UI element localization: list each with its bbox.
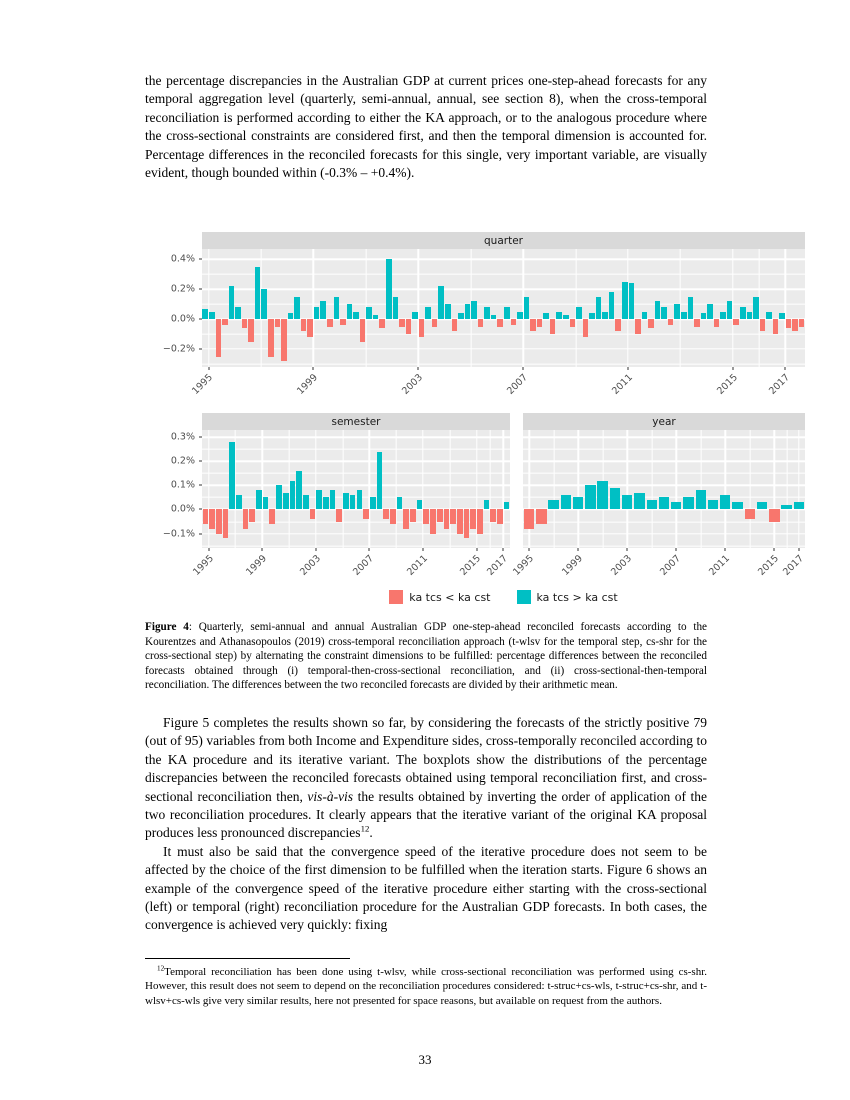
chart-bar	[491, 315, 497, 319]
footnote-12-text: Temporal reconciliation has been done using t-wlsv, while cross-sectional reconciliation was performed using cs-shr. However, this result does not seem to depend on the reconciliation procedures considered: t-struc+cs-wls, t-struc+cs-shr, and t-wlsv+cs-wls give very similar results, here not presented for space reasons, but available on request from the authors.	[145, 966, 707, 1007]
chart-bar	[740, 307, 746, 319]
gridline-major-v	[732, 249, 733, 367]
chart-bar	[452, 319, 458, 331]
chart-bar	[671, 502, 681, 509]
chart-bar	[511, 319, 517, 325]
chart-bar	[275, 319, 281, 326]
gridline-major-h	[202, 461, 510, 462]
chart-bar	[222, 319, 228, 325]
y-tick-mark	[199, 533, 202, 534]
chart-bar	[310, 509, 316, 519]
chart-bar	[386, 259, 392, 319]
chart-bar	[445, 304, 451, 319]
chart-bar	[430, 509, 436, 533]
chart-bar	[708, 500, 718, 510]
x-tick-label: 2011	[404, 553, 430, 578]
chart-bar	[323, 497, 329, 509]
chart-bar	[209, 312, 215, 319]
chart-bar	[202, 309, 208, 319]
chart-bar	[597, 481, 607, 510]
chart-bar	[747, 312, 753, 319]
chart-bar	[417, 500, 423, 510]
gridline-major-v	[315, 430, 316, 548]
chart-bar	[457, 509, 463, 533]
chart-bar	[419, 319, 425, 337]
gridline-major-v	[208, 249, 209, 367]
chart-bar	[517, 312, 523, 319]
gridline-major-h	[523, 485, 805, 486]
chart-bar	[497, 509, 503, 523]
chart-bar	[602, 312, 608, 319]
panel-year-strip	[523, 413, 805, 430]
gridline-minor-h	[523, 521, 805, 522]
chart-bar	[450, 509, 456, 523]
chart-bar	[235, 307, 241, 319]
gridline-major-v	[418, 249, 419, 367]
panel-semester-title: semester	[331, 415, 381, 428]
x-tick-label: 2003	[297, 553, 323, 578]
chart-bar	[642, 312, 648, 319]
chart-bar	[203, 509, 209, 523]
y-tick-label: 0.2%	[170, 455, 195, 467]
y-tick-mark	[199, 485, 202, 486]
chart-bar	[301, 319, 307, 331]
chart-bar	[781, 505, 791, 510]
chart-bar	[425, 307, 431, 319]
gridline-major-v	[676, 430, 677, 548]
gridline-major-v	[785, 249, 786, 367]
gridline-minor-h	[523, 473, 805, 474]
chart-bar	[444, 509, 450, 528]
y-tick-label: 0.1%	[170, 479, 195, 491]
legend-swatch-positive	[517, 590, 531, 604]
gridline-major-v	[528, 430, 529, 548]
chart-bar	[622, 495, 632, 509]
chart-bar	[399, 319, 405, 326]
footnote-rule	[145, 958, 350, 959]
chart-bar	[732, 502, 742, 509]
chart-bar	[363, 509, 369, 519]
chart-bar	[648, 319, 654, 328]
chart-bar	[596, 297, 602, 319]
chart-bar	[229, 442, 235, 509]
y-tick-mark	[199, 437, 202, 438]
chart-bar	[681, 312, 687, 319]
chart-bar	[303, 495, 309, 509]
figure-4	[145, 232, 806, 693]
chart-bar	[336, 509, 342, 521]
chart-bar	[683, 497, 693, 509]
x-tick-label: 2017	[485, 553, 511, 578]
x-tick-label: 2007	[505, 372, 530, 397]
chart-bar	[773, 319, 779, 334]
chart-bar	[610, 488, 620, 510]
x-tick-label: 2015	[714, 372, 740, 397]
chart-bar	[470, 509, 476, 528]
paragraph-intro: the percentage discrepancies in the Australian GDP at current prices one-step-ahead forecasts for any temporal aggregation level (quarterly, semi-annual, annual, see section 8), when the cross-temporal reconciliation is performed according to either the KA approach, or to the analogous procedure where the cross-sectional constraints are considered first, and then the temporal dimension is accounted for. Percentage differences in the reconciled forecasts for this single, very important variable, are visually evident, though bounded within (-0.3% – +0.4%).	[145, 73, 707, 181]
chart-bar	[548, 500, 558, 510]
chart-bar	[779, 313, 785, 319]
paragraph-convergence: It must also be said that the convergence speed of the iterative procedure does not seem to be affected by the choice of the first dimension to be fulfilled when the iteration starts. Figure 6 shows an example of the convergence speed of the iterative procedure either starting with the cross-sectional (left) or temporal (right) reconciliation procedure for the Australian GDP forecasts. In both cases, the convergence is achieved very quickly: fixing	[145, 843, 707, 933]
chart-bar	[530, 319, 536, 331]
chart-bar	[576, 307, 582, 319]
gridline-major-v	[503, 430, 504, 548]
chart-bar	[543, 313, 549, 319]
panel-year-title: year	[652, 415, 676, 428]
chart-bar	[490, 509, 496, 521]
panel-year-plot	[523, 430, 805, 548]
chart-bar	[403, 509, 409, 528]
chart-bar	[622, 282, 628, 319]
chart-bar	[484, 307, 490, 319]
chart-bar	[563, 315, 569, 319]
chart-bar	[261, 289, 267, 319]
footnote-ref-12: 12	[360, 823, 370, 834]
chart-bar	[786, 319, 792, 328]
chart-bar	[550, 319, 556, 334]
chart-bar	[223, 509, 229, 538]
chart-bar	[243, 509, 249, 528]
panel-semester	[162, 413, 511, 584]
y-tick-mark	[199, 461, 202, 462]
chart-bar	[288, 313, 294, 319]
chart-bar	[316, 490, 322, 509]
gridline-major-h	[202, 348, 805, 349]
chart-bar	[573, 497, 583, 509]
chart-bar	[379, 319, 385, 328]
chart-bar	[294, 297, 300, 319]
gridline-minor-v	[342, 430, 343, 548]
x-tick-label: 2003	[400, 372, 426, 397]
chart-bar	[330, 490, 336, 509]
x-tick-label: 2011	[707, 553, 733, 578]
chart-bar	[504, 502, 510, 509]
chart-bar	[320, 301, 326, 319]
chart-bar	[465, 304, 471, 319]
chart-bar	[357, 490, 363, 509]
gridline-major-v	[577, 430, 578, 548]
gridline-major-v	[627, 430, 628, 548]
chart-bar	[655, 301, 661, 319]
chart-bar	[255, 267, 261, 319]
chart-bar	[760, 319, 766, 331]
chart-bar	[769, 509, 779, 521]
chart-bar	[696, 490, 706, 509]
footnote-12	[145, 965, 707, 1008]
panel-semester-strip	[202, 413, 510, 430]
y-tick-label: 0.0%	[170, 503, 195, 515]
figure-4-caption-label: Figure 4	[145, 621, 189, 633]
chart-bar	[340, 319, 346, 325]
gridline-minor-h	[202, 449, 510, 450]
body-text-block	[145, 714, 707, 935]
footnote-block	[145, 958, 707, 1008]
gridline-minor-v	[490, 430, 491, 548]
chart-bar	[256, 490, 262, 509]
chart-bar	[536, 509, 546, 523]
legend-label-positive: ka tcs > ka cst	[536, 590, 618, 604]
gridline-minor-v	[396, 430, 397, 548]
chart-bar	[701, 313, 707, 319]
chart-bar	[216, 319, 222, 356]
gridline-major-h	[202, 259, 805, 260]
figure-4-chart	[163, 232, 805, 606]
gridline-major-v	[208, 430, 209, 548]
gridline-minor-v	[235, 430, 236, 548]
chart-bar	[635, 319, 641, 334]
gridline-minor-h	[202, 473, 510, 474]
x-tick-label: 2007	[351, 553, 377, 578]
chart-bar	[659, 497, 669, 509]
gridline-major-v	[422, 430, 423, 548]
gridline-minor-h	[202, 274, 805, 275]
chart-bar	[720, 312, 726, 319]
chart-bar	[707, 304, 713, 319]
panel-quarter-strip	[202, 232, 805, 249]
x-tick-label: 2003	[609, 553, 634, 578]
gridline-minor-v	[651, 430, 652, 548]
gridline-minor-v	[786, 430, 787, 548]
chart-bar	[714, 319, 720, 326]
y-tick-mark	[199, 289, 202, 290]
chart-bar	[478, 319, 484, 326]
chart-bar	[609, 292, 615, 319]
chart-bar	[694, 319, 700, 326]
x-tick-label: 2007	[658, 553, 684, 578]
figure-4-caption	[145, 620, 707, 693]
paragraph-figure5	[145, 714, 707, 843]
x-tick-label: 2015	[756, 553, 782, 578]
x-tick-label: 1995	[190, 372, 216, 397]
panel-quarter	[162, 232, 805, 403]
chart-bar	[477, 509, 483, 533]
chart-bar	[753, 297, 759, 319]
gridline-major-h	[202, 485, 510, 486]
chart-bar	[281, 319, 287, 361]
legend-swatch-negative	[389, 590, 403, 604]
paragraph-figure5-part2: the results obtained by inverting the order of application of the two reconciliation procedures. It clearly appears that the iterative variant of the original KA proposal produces less pronounced discrepancies	[145, 788, 707, 841]
panel-semester-plot	[162, 430, 510, 548]
chart-bar	[327, 319, 333, 326]
legend-label-negative: ka tcs < ka cst	[409, 590, 491, 604]
chart-bar	[334, 297, 340, 319]
chart-bar	[353, 312, 359, 319]
chart-bar	[242, 319, 248, 328]
chart-bar	[524, 297, 530, 319]
figure-4-caption-text: : Quarterly, semi-annual and annual Australian GDP one-step-ahead reconciled forecasts according to the Kourentzes and Athanasopoulos (2019) cross-temporal reconciliation approach (t-wlsv for the temporal step, cs-shr for the cross-sectional step) by alternating the constraint dimensions to be fulfilled: percentage differences between the reconciled forecasts obtained through (i) temporal-then-cross-sectional reconciliation, and (ii) cross-sectional-then-temporal reconciliation. The differences between the two reconciled forecasts are divided by their arithmetic mean.	[145, 621, 707, 692]
chart-bar	[296, 471, 302, 510]
chart-bar	[537, 319, 543, 326]
chart-bar	[236, 495, 242, 509]
gridline-major-v	[774, 430, 775, 548]
chart-bar	[383, 509, 389, 519]
gridline-major-h	[523, 533, 805, 534]
legend-item-positive	[517, 590, 618, 604]
chart-bar	[458, 313, 464, 319]
chart-bar	[360, 319, 366, 341]
chart-bar	[393, 297, 399, 319]
chart-bar	[570, 319, 576, 326]
chart-bar	[484, 500, 490, 510]
y-tick-label: 0.2%	[170, 283, 195, 295]
gridline-major-h	[523, 461, 805, 462]
x-tick-label: 2017	[780, 553, 806, 578]
chart-bar	[647, 500, 657, 510]
x-tick-label: 1999	[560, 553, 585, 578]
chart-bar	[799, 319, 805, 326]
chart-bar	[504, 307, 510, 319]
chart-bar	[283, 493, 289, 510]
x-tick-label: 2017	[767, 372, 793, 397]
chart-bar	[585, 485, 595, 509]
chart-bar	[733, 319, 739, 325]
chart-bar	[347, 304, 353, 319]
page-number: 33	[418, 1052, 432, 1067]
gridline-minor-v	[700, 430, 701, 548]
gridline-major-v	[725, 430, 726, 548]
chart-bar	[745, 509, 755, 519]
y-tick-label: 0.0%	[170, 313, 195, 325]
paragraph-figure5-italic: vis-à-vis	[307, 788, 354, 804]
chart-bar	[412, 312, 418, 319]
bottom-panel-row	[163, 413, 805, 584]
chart-bar	[377, 452, 383, 510]
paragraph-figure5-part1: Figure 5 completes the results shown so far, by considering the forecasts of the strictly positive 79 (out of 95) variables from both Income and Expenditure sides, cross-temporally reconciled according to the KA procedure and its iterative variant. The boxplots show the distributions of the percentage discrepancies between the reconciled forecasts obtained using temporal reconciliation first, and cross-sectional reconciliation then,	[145, 715, 707, 804]
chart-bar	[229, 286, 235, 319]
gridline-major-h	[202, 437, 510, 438]
chart-bar	[410, 509, 416, 521]
chart-bar	[268, 319, 274, 356]
x-tick-label: 2011	[609, 372, 635, 397]
gridline-major-h	[202, 289, 805, 290]
x-tick-label: 1999	[244, 553, 270, 578]
panel-quarter-xaxis	[190, 367, 805, 403]
chart-bar	[589, 313, 595, 319]
gridline-minor-h	[523, 545, 805, 546]
chart-bar	[343, 493, 349, 510]
chart-bar	[307, 319, 313, 337]
chart-bar	[629, 283, 635, 319]
gridline-minor-v	[749, 430, 750, 548]
chart-bar	[464, 509, 470, 538]
gridline-minor-h	[202, 304, 805, 305]
chart-bar	[727, 301, 733, 319]
y-tick-label: 0.4%	[170, 253, 195, 265]
chart-bar	[276, 485, 282, 509]
chart-bar	[366, 307, 372, 319]
chart-bar	[269, 509, 275, 523]
chart-bar	[583, 319, 589, 337]
chart-bar	[471, 301, 477, 319]
chart-bar	[314, 307, 320, 319]
chart-bar	[216, 509, 222, 533]
chart-bar	[248, 319, 254, 341]
x-tick-label: 1999	[295, 372, 321, 397]
chart-bar	[556, 312, 562, 319]
chart-bar	[290, 481, 296, 510]
chart-bar	[350, 495, 356, 509]
x-tick-label: 2015	[458, 553, 484, 578]
y-tick-label: −0.1%	[162, 528, 195, 540]
y-tick-label: 0.3%	[170, 431, 195, 443]
gridline-minor-v	[553, 430, 554, 548]
chart-bar	[390, 509, 396, 523]
chart-bar	[634, 493, 644, 510]
chart-bar	[406, 319, 412, 334]
gridline-minor-h	[202, 364, 805, 365]
chart-bar	[720, 495, 730, 509]
panel-year	[511, 413, 806, 584]
paragraph-figure5-end: .	[369, 825, 373, 841]
chart-bar	[688, 297, 694, 319]
chart-bar	[209, 509, 215, 528]
legend-item-negative	[389, 590, 490, 604]
chart-bar	[437, 509, 443, 521]
chart-bar	[432, 319, 438, 326]
panel-year-xaxis	[511, 548, 806, 584]
chart-bar	[438, 286, 444, 319]
gridline-minor-h	[202, 334, 805, 335]
chart-legend	[202, 588, 805, 606]
chart-bar	[373, 315, 379, 319]
y-tick-mark	[199, 349, 202, 350]
chart-bar	[766, 312, 772, 319]
chart-bar	[249, 509, 255, 521]
chart-bar	[661, 307, 667, 319]
chart-bar	[792, 319, 798, 331]
chart-bar	[757, 502, 767, 509]
chart-bar	[794, 502, 804, 509]
chart-bar	[615, 319, 621, 331]
gridline-major-v	[262, 430, 263, 548]
chart-bar	[497, 319, 503, 326]
chart-bar	[397, 497, 403, 509]
y-tick-mark	[199, 319, 202, 320]
y-tick-mark	[199, 259, 202, 260]
panel-semester-xaxis	[190, 548, 511, 584]
gridline-major-h	[523, 437, 805, 438]
footnote-12-marker: 12	[157, 964, 165, 973]
x-tick-label: 1995	[190, 553, 216, 578]
y-tick-mark	[199, 509, 202, 510]
x-tick-label: 1995	[511, 553, 536, 578]
chart-bar	[423, 509, 429, 523]
chart-bar	[524, 509, 534, 528]
gridline-major-v	[369, 430, 370, 548]
chart-bar	[674, 304, 680, 319]
gridline-minor-v	[449, 430, 450, 548]
chart-bar	[668, 319, 674, 325]
gridline-minor-h	[202, 545, 510, 546]
y-tick-label: −0.2%	[162, 343, 195, 355]
chart-bar	[561, 495, 571, 509]
chart-bar	[263, 497, 269, 509]
gridline-major-v	[798, 430, 799, 548]
gridline-minor-h	[523, 449, 805, 450]
chart-bar	[370, 497, 376, 509]
panel-quarter-title: quarter	[484, 234, 523, 247]
panel-quarter-plot	[162, 249, 805, 367]
